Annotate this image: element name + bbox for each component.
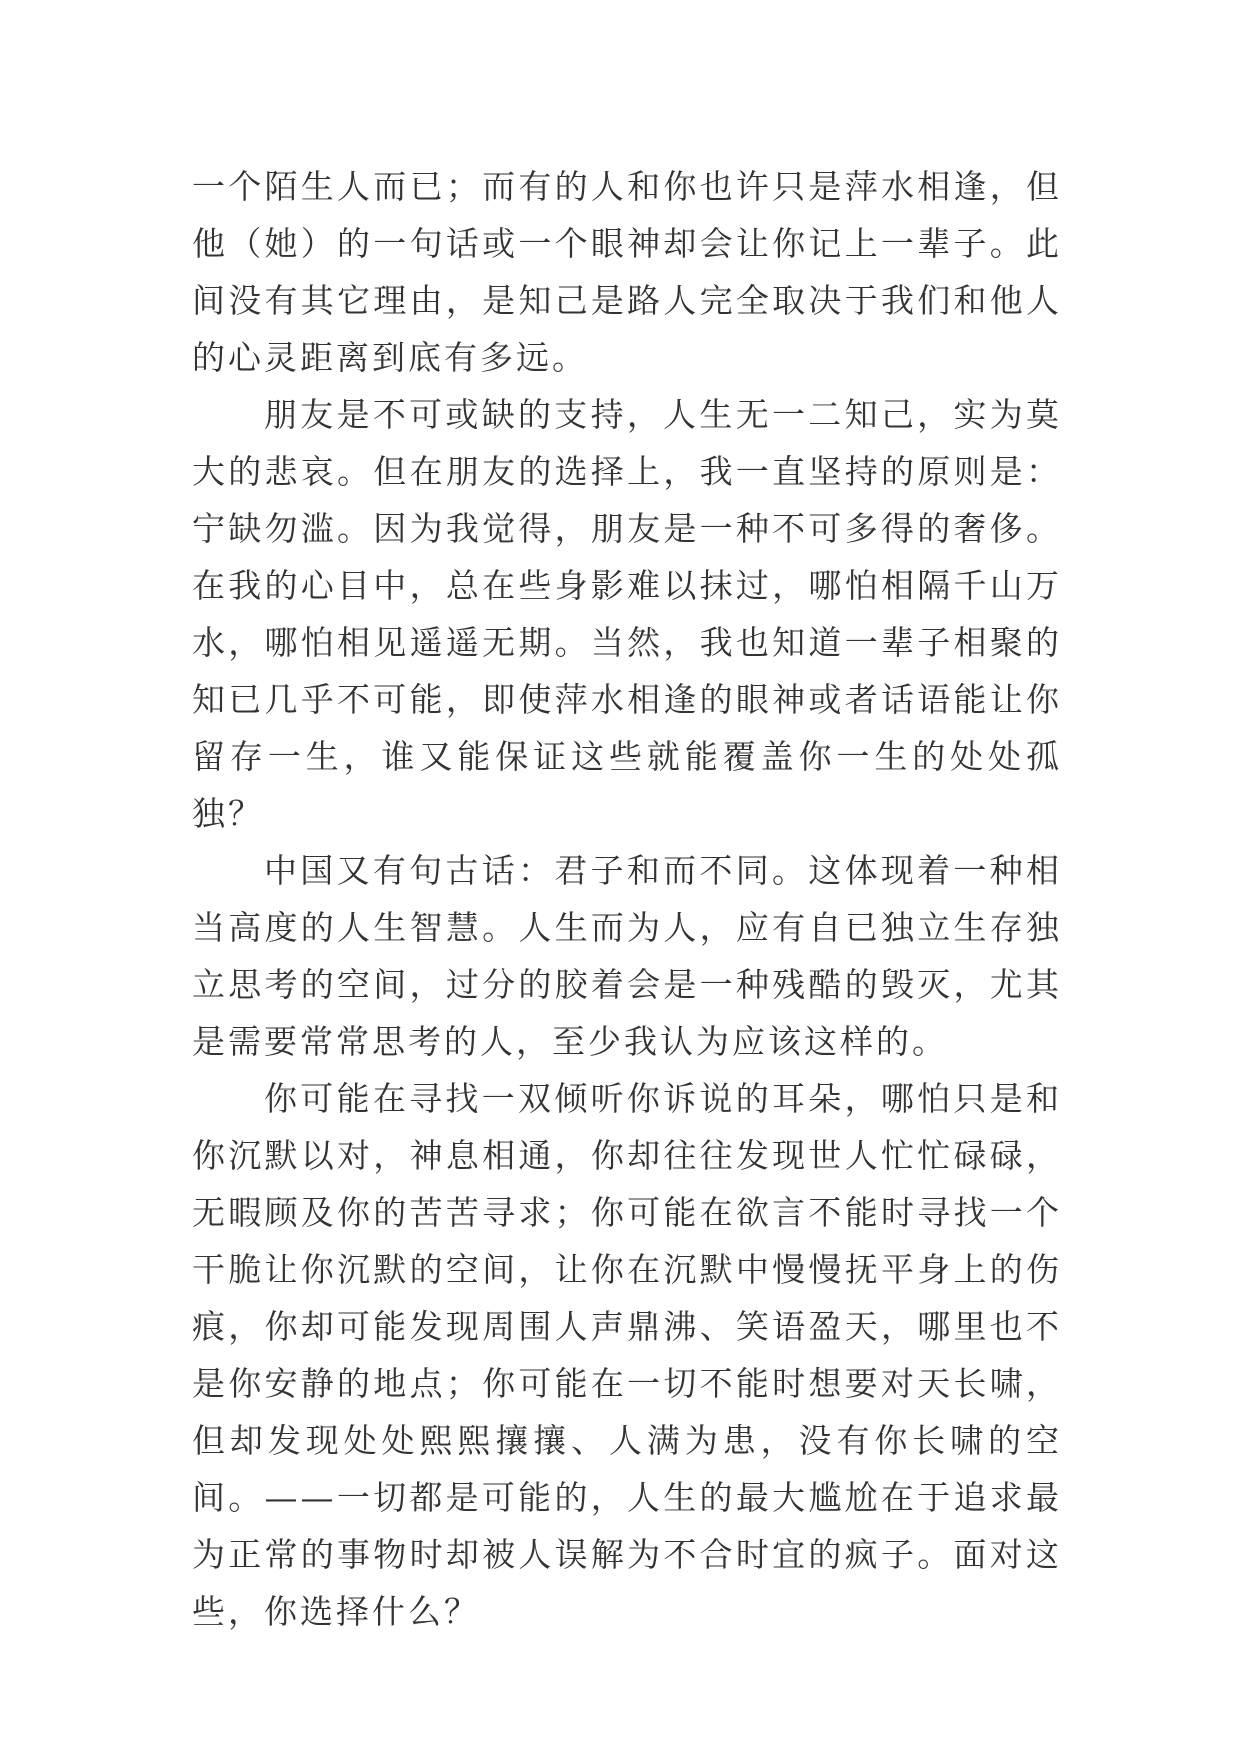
paragraph-3: 中国又有句古话：君子和而不同。这体现着一种相当高度的人生智慧。人生而为人，应有自已独立生存独立思考的空间，过分的胶着会是一种残酷的毁灭，尤其是需要常常思考的人，至少我认为应该这样的。 [192, 851, 1062, 1061]
paragraph-4: 你可能在寻找一双倾听你诉说的耳朵，哪怕只是和你沉默以对，神息相通，你却往往发现世人忙忙碌碌，无暇顾及你的苦苦寻求；你可能在欲言不能时寻找一个干脆让你沉默的空间，让你在沉默中慢慢抚平身上的伤痕，你却可能发现周围人声鼎沸、笑语盈天，哪里也不是你安静的地点；你可能在一切不能时想要对天长啸，但却发现处处熙熙攘攘、人满为患，没有你长啸的空间。——一切都是可能的，人生的最大尴尬在于追求最为正常的事物时却被人误解为不合时宜的疯子。面对这些，你选择什么？ [192, 1079, 1062, 1631]
paragraph-1: 一个陌生人而已；而有的人和你也许只是萍水相逢，但他（她）的一句话或一个眼神却会让你记上一辈子。此间没有其它理由，是知己是路人完全取决于我们和他人的心灵距离到底有多远。 [192, 167, 1062, 377]
paragraph-2: 朋友是不可或缺的支持，人生无一二知己，实为莫大的悲哀。但在朋友的选择上，我一直坚持的原则是：宁缺勿滥。因为我觉得，朋友是一种不可多得的奢侈。在我的心目中，总在些身影难以抹过，哪怕相隔千山万水，哪怕相见遥遥无期。当然，我也知道一辈子相聚的知已几乎不可能，即使萍水相逢的眼神或者话语能让你留存一生，谁又能保证这些就能覆盖你一生的处处孤独？ [192, 395, 1062, 833]
body-text [192, 158, 1062, 1640]
